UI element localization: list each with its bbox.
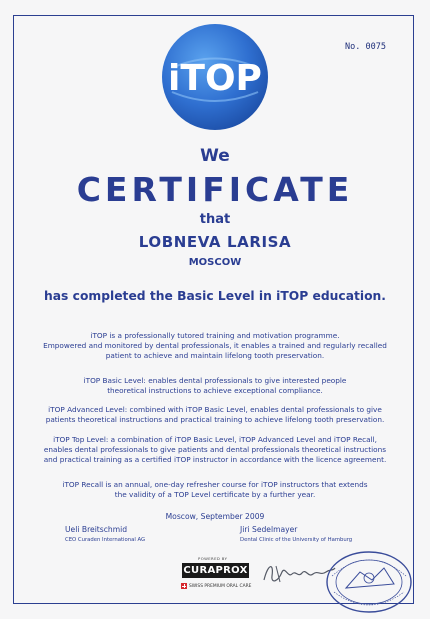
signatory-left-role: CEO Curaden International AG [65, 537, 146, 543]
recipient-city: MOSCOW [188, 257, 242, 268]
signatory-right-role: Dental Clinic of the University of Hamburg [240, 537, 353, 543]
itop-logo [160, 22, 270, 132]
that-text: that [199, 212, 231, 227]
paragraph-recall: iTOP Recall is an annual, one-day refresher course for iTOP instructors that extends the validity of a TOP Level certificate by a further year. [62, 480, 368, 500]
paragraph-top-level: iTOP Top Level: a combination of iTOP Basic Level, iTOP Advanced Level and iTOP Recall, enables dental professionals to give patients and dental professionals theoretical instructions and practical training as a certified iTOP instructor in accordance with the licence agreement. [43, 435, 387, 465]
issue-date: Moscow, September 2009 [165, 512, 265, 521]
signatory-left-name: Ueli Breitschmid [65, 525, 128, 534]
we-text: We [200, 146, 230, 166]
signatory-right-name: Jiri Sedelmayer [240, 525, 298, 534]
paragraph-advanced-level: iTOP Advanced Level: combined with iTOP Basic Level, enables dental professionals to give patients theoretical instructions and practical training to achieve lifelong tooth preservation. [45, 405, 385, 425]
university-seal [322, 542, 416, 614]
swiss-flag-icon [181, 583, 187, 589]
paragraph-basic-level: iTOP Basic Level: enables dental professionals to give interested people theoretical instructions to achieve exceptional compliance. [83, 376, 347, 396]
recipient-name: LOBNEVA LARISA [138, 233, 292, 251]
completion-statement: has completed the Basic Level in iTOP education. [44, 289, 386, 303]
logo-text: iTOP [168, 58, 262, 99]
curaprox-logo: CURAPROX [183, 565, 248, 576]
swiss-tagline [181, 583, 251, 589]
certificate-title: CERTIFICATE [76, 170, 354, 209]
powered-by-label: POWERED BY [198, 556, 228, 561]
paragraph-itop-intro: iTOP is a professionally tutored training and motivation programme. Empowered and monitored by dental professionals, it enables a trained and regularly recalled patient to achieve and maintain lifelong tooth preservation. [43, 331, 387, 361]
certificate-number: No. 0075 [345, 42, 386, 52]
swiss-tagline-text: SWISS PREMIUM ORAL CARE [189, 583, 252, 589]
